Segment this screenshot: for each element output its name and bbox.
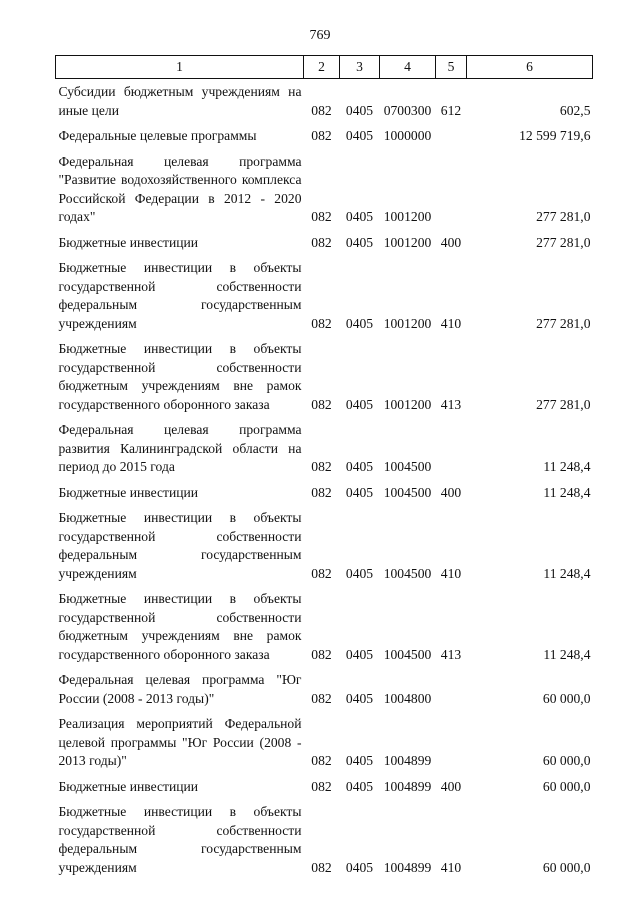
target-code-cell: 1004500 (383, 459, 432, 474)
table-row (56, 227, 593, 253)
ministry-code-cell: 082 (311, 753, 332, 768)
target-code-cell: 1004899 (383, 859, 432, 875)
table-row (56, 664, 593, 708)
expense-type-cell: 410 (440, 315, 462, 331)
row-name-cell: Бюджетные инвестиции (58, 778, 199, 794)
amount-cell: 277 281,0 (536, 209, 591, 224)
ministry-code-cell: 082 (311, 209, 332, 224)
row-name-cell: Федеральная целевая программа развития Калининградской области на период до 2015 года (58, 422, 302, 474)
section-code-cell: 0405 (345, 315, 374, 331)
row-name-cell: Федеральная целевая программа "Юг России (2008 - 2013 годы)" (58, 672, 302, 706)
expense-type-cell: 410 (440, 859, 462, 875)
expense-type-cell: 413 (440, 396, 462, 412)
table-row (56, 796, 593, 877)
column-header-target: 4 (380, 56, 436, 79)
table-row (56, 708, 593, 771)
row-name-cell: Субсидии бюджетным учреждениям на иные цели (58, 84, 302, 118)
section-code-cell: 0405 (345, 859, 374, 875)
expense-type-cell: 612 (440, 102, 462, 118)
ministry-code-cell: 082 (311, 234, 332, 250)
table-row (56, 120, 593, 146)
expense-type-cell (436, 120, 467, 146)
row-name-cell: Бюджетные инвестиции в объекты государственной собственности бюджетным учреждениям вне рамок государственного оборонного заказа (58, 591, 302, 662)
row-name-cell: Бюджетные инвестиции в объекты государственной собственности федеральным государственным учреждениям (58, 804, 302, 875)
amount-cell: 277 281,0 (536, 315, 591, 331)
section-code-cell: 0405 (345, 234, 374, 250)
section-code-cell: 0405 (345, 128, 374, 143)
row-name-cell: Бюджетные инвестиции в объекты государственной собственности федеральным государственным учреждениям (58, 510, 302, 581)
section-code-cell: 0405 (345, 459, 374, 474)
table-body (56, 79, 593, 878)
expense-type-cell (436, 664, 467, 708)
target-code-cell: 1004899 (383, 753, 432, 768)
expense-type-cell: 410 (440, 565, 462, 581)
ministry-code-cell: 082 (311, 102, 332, 118)
ministry-code-cell: 082 (311, 690, 332, 706)
expense-type-cell: 400 (440, 778, 462, 794)
column-header-amount: 6 (467, 56, 593, 79)
target-code-cell: 1001200 (383, 209, 432, 224)
target-code-cell: 1001200 (383, 315, 432, 331)
expense-type-cell (436, 708, 467, 771)
column-header-name: 1 (56, 56, 304, 79)
ministry-code-cell: 082 (311, 646, 332, 662)
section-code-cell: 0405 (345, 753, 374, 768)
amount-cell: 11 248,4 (543, 484, 591, 500)
ministry-code-cell: 082 (311, 859, 332, 875)
amount-cell: 60 000,0 (542, 690, 591, 706)
table-row (56, 252, 593, 333)
target-code-cell: 1004899 (383, 778, 432, 794)
amount-cell: 11 248,4 (543, 565, 591, 581)
expense-type-cell: 413 (440, 646, 462, 662)
expense-type-cell: 400 (440, 484, 462, 500)
ministry-code-cell: 082 (311, 315, 332, 331)
table-row (56, 333, 593, 414)
amount-cell: 12 599 719,6 (519, 128, 591, 143)
amount-cell: 60 000,0 (542, 778, 591, 794)
expense-type-cell: 400 (440, 234, 462, 250)
budget-table (55, 55, 593, 877)
section-code-cell: 0405 (345, 396, 374, 412)
row-name-cell: Федеральная целевая программа "Развитие водохозяйственного комплекса Российской Федерации в 2012 - 2020 годах" (58, 153, 302, 224)
target-code-cell: 1004800 (383, 690, 432, 706)
row-name-cell: Бюджетные инвестиции в объекты государственной собственности федеральным государственным учреждениям (58, 260, 302, 331)
ministry-code-cell: 082 (311, 484, 332, 500)
row-name-cell: Федеральные целевые программы (58, 128, 257, 143)
table-row (56, 502, 593, 583)
section-code-cell: 0405 (345, 646, 374, 662)
column-header-section: 3 (340, 56, 380, 79)
table-row (56, 477, 593, 503)
section-code-cell: 0405 (345, 565, 374, 581)
target-code-cell: 1001200 (383, 396, 432, 412)
row-name-cell: Бюджетные инвестиции в объекты государственной собственности бюджетным учреждениям вне рамок государственного оборонного заказа (58, 341, 302, 412)
target-code-cell: 1004500 (383, 565, 432, 581)
amount-cell: 277 281,0 (536, 234, 591, 250)
header-row (56, 56, 593, 79)
amount-cell: 60 000,0 (542, 753, 591, 768)
section-code-cell: 0405 (345, 209, 374, 224)
target-code-cell: 0700300 (383, 102, 432, 118)
table-header (56, 56, 593, 79)
section-code-cell: 0405 (345, 484, 374, 500)
page-number: 769 (309, 28, 331, 43)
section-code-cell: 0405 (345, 778, 374, 794)
table-row (56, 583, 593, 664)
target-code-cell: 1004500 (383, 646, 432, 662)
amount-cell: 60 000,0 (542, 859, 591, 875)
amount-cell: 602,5 (559, 102, 591, 118)
table-row (56, 771, 593, 797)
section-code-cell: 0405 (345, 102, 374, 118)
column-header-ministry: 2 (304, 56, 340, 79)
row-name-cell: Реализация мероприятий Федеральной целевой программы "Юг России (2008 - 2013 годы)" (58, 716, 302, 768)
target-code-cell: 1000000 (383, 128, 432, 143)
section-code-cell: 0405 (345, 690, 374, 706)
table-row (56, 146, 593, 227)
row-name-cell: Бюджетные инвестиции (58, 484, 199, 500)
expense-type-cell (436, 146, 467, 227)
ministry-code-cell: 082 (311, 396, 332, 412)
target-code-cell: 1001200 (383, 234, 432, 250)
ministry-code-cell: 082 (311, 778, 332, 794)
amount-cell: 11 248,4 (543, 459, 591, 474)
amount-cell: 277 281,0 (536, 396, 591, 412)
ministry-code-cell: 082 (311, 565, 332, 581)
table-row (56, 414, 593, 477)
amount-cell: 11 248,4 (543, 646, 591, 662)
target-code-cell: 1004500 (383, 484, 432, 500)
ministry-code-cell: 082 (311, 459, 332, 474)
expense-type-cell (436, 414, 467, 477)
column-header-expense-type: 5 (436, 56, 467, 79)
ministry-code-cell: 082 (311, 128, 332, 143)
table-row (56, 79, 593, 121)
row-name-cell: Бюджетные инвестиции (58, 234, 199, 250)
